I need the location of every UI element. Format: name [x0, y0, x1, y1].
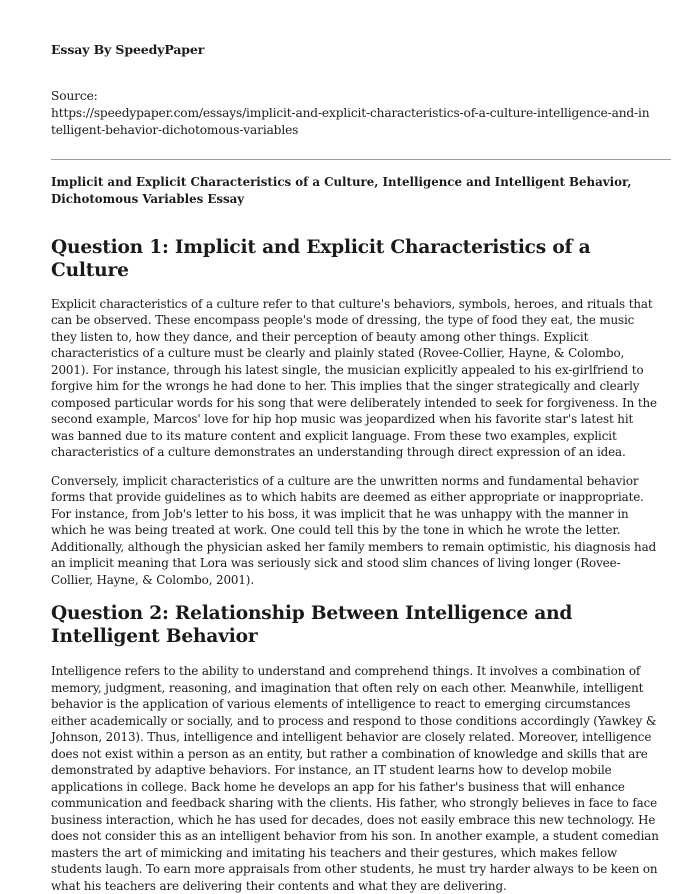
brand-label: Essay By SpeedyPaper: [51, 42, 652, 59]
section-heading-question-2: Question 2: Relationship Between Intelligence and Intelligent Behavior: [51, 602, 659, 648]
document-title: Implicit and Explicit Characteristics of a Culture, Intelligence and Intelligent Behavior, Dichotomous Variables Essay: [51, 174, 652, 208]
section-heading-question-1: Question 1: Implicit and Explicit Characteristics of a Culture: [51, 236, 659, 282]
paragraph: Conversely, implicit characteristics of a culture are the unwritten norms and fundamental behavior forms that provide guidelines as to which habits are deemed as either appropriate or inappropriate. For instance, from Job's letter to his boss, it was implicit that he was unhappy with the manner in which he was being treated at work. One could tell this by the tone in which he wrote the letter. Additionally, although the physician asked her family members to remain optimistic, his diagnosis had an implicit meaning that Lora was seriously sick and stood slim chances of living longer (Rovee-Collier, Hayne, & Colombo, 2001).: [51, 473, 659, 589]
source-label: Source:: [51, 88, 652, 105]
paragraph: Intelligence refers to the ability to understand and comprehend things. It involves a combination of memory, judgment, reasoning, and imagination that often rely on each other. Meanwhile, intelligent behavior is the application of various elements of intelligence to react to emerging circumstances either academically or socially, and to process and respond to those conditions accordingly (Yawkey & Johnson, 2013). Thus, intelligence and intelligent behavior are closely related. Moreover, intelligence does not exist within a person as an entity, but rather a combination of knowledge and skills that are demonstrated by adaptive behaviors. For instance, an IT student learns how to develop mobile applications in college. Back home he develops an app for his father's business that will enhance communication and feedback sharing with the clients. His father, who strongly believes in face to face business interaction, which he has used for decades, does not easily embrace this new technology. He does not consider this as an intelligent behavior from his son. In another example, a student comedian masters the art of mimicking and imitating his teachers and their gestures, which makes fellow students laugh. To earn more appraisals from other students, he must try harder always to be keen on what his teachers are delivering their contents and what they are delivering.: [51, 663, 659, 894]
page-header: [0, 0, 700, 139]
source-url: https://speedypaper.com/essays/implicit-and-explicit-characteristics-of-a-culture-intelligence-and-intelligent-behavior-dichotomous-variables: [51, 105, 652, 139]
essay-body: [51, 236, 659, 894]
header-divider: [51, 159, 671, 160]
paragraph: Explicit characteristics of a culture refer to that culture's behaviors, symbols, heroes, and rituals that can be observed. These encompass people's mode of dressing, the type of food they eat, the music they listen to, how they dance, and their perception of beauty among other things. Explicit characteristics of a culture must be clearly and plainly stated (Rovee-Collier, Hayne, & Colombo, 2001). For instance, through his latest single, the musician explicitly appealed to his ex-girlfriend to forgive him for the wrongs he had done to her. This implies that the singer strategically and clearly composed particular words for his song that were deliberately intended to seek for forgiveness. In the second example, Marcos' love for hip hop music was jeopardized when his favorite star's latest hit was banned due to its mature content and explicit language. From these two examples, explicit characteristics of a culture demonstrates an understanding through direct expression of an idea.: [51, 296, 659, 461]
